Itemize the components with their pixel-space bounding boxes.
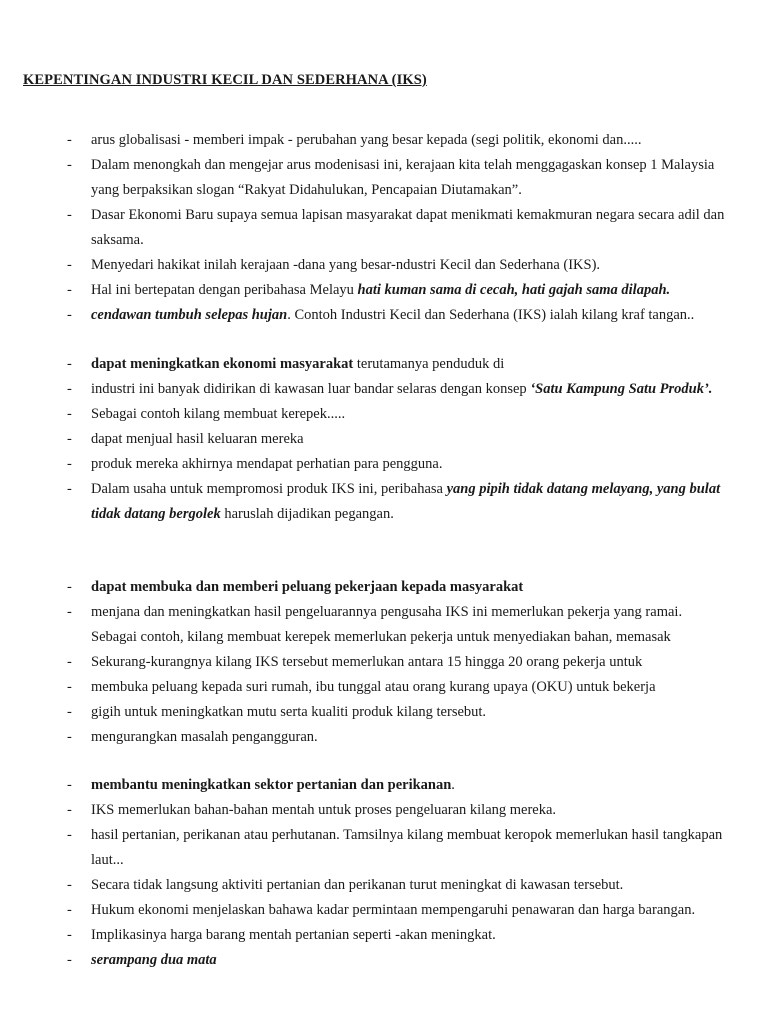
bullet-text (91, 773, 731, 798)
section-economy (0, 352, 768, 527)
body-text: . Contoh Industri Kecil dan Sederhana (IKS) ialah kilang kraf tangan.. (287, 307, 695, 323)
bullet-dash: - (67, 381, 72, 397)
bullet-dash: - (67, 307, 72, 323)
bullet-item (0, 823, 768, 873)
bullet-dash: - (67, 406, 72, 422)
body-text: haruslah dijadikan pegangan. (220, 506, 394, 522)
bullet-item (0, 948, 768, 973)
bullet-item (0, 898, 768, 923)
body-text: Dalam menongkah dan mengejar arus modenisasi ini, kerajaan kita telah menggagaskan konsep 1 Malaysia yang berpaksikan slogan “Rakyat Didahulukan, Pencapaian Diutamakan” (91, 157, 715, 198)
emphasis-text: cendawan tumbuh selepas hujan (91, 307, 288, 323)
bullet-dash: - (67, 456, 72, 472)
bullet-item (0, 600, 768, 650)
bullet-dash: - (67, 157, 72, 173)
emphasis-text: ‘Satu Kampung Satu Produk’. (530, 381, 713, 397)
bullet-text (91, 798, 731, 823)
bullet-item (0, 923, 768, 948)
body-text: . (451, 777, 455, 793)
bullet-item (0, 575, 768, 600)
bullet-item (0, 377, 768, 402)
bullet-text (91, 303, 731, 328)
bullet-text (91, 725, 731, 750)
bullet-text (91, 898, 731, 923)
bullet-text (91, 700, 731, 725)
bullet-dash: - (67, 356, 72, 372)
bullet-dash: - (67, 952, 72, 968)
emphasis-text: dapat membuka dan memberi peluang pekerjaan kepada masyarakat (91, 579, 524, 595)
body-text: membuka peluang kepada suri rumah, ibu tunggal atau orang kurang upaya (OKU) untuk bekerja (91, 679, 656, 695)
body-text: menjana dan meningkatkan hasil pengeluarannya pengusaha IKS ini memerlukan pekerja yang ramai. Sebagai contoh, kilang membuat kerepek memerlukan pekerja untuk menyediakan bahan, memasak (91, 604, 683, 645)
body-text: IKS memerlukan bahan-bahan mentah untuk proses pengeluaran kilang mereka. (91, 802, 557, 818)
body-text: Hukum ekonomi menjelaskan bahawa kadar permintaan mempengaruhi penawaran dan harga barangan. (91, 902, 696, 918)
bullet-text (91, 278, 731, 303)
bullet-item (0, 675, 768, 700)
bullet-dash: - (67, 481, 72, 497)
section-employment (0, 575, 768, 750)
bullet-item (0, 773, 768, 798)
body-text: Implikasinya harga barang mentah pertanian seperti -akan meningkat. (91, 927, 496, 943)
document-title: KEPENTINGAN INDUSTRI KECIL DAN SEDERHANA (IKS) (23, 72, 427, 88)
bullet-text (91, 650, 731, 675)
bullet-dash: - (67, 827, 72, 843)
bullet-dash: - (67, 579, 72, 595)
bullet-dash: - (67, 902, 72, 918)
bullet-item (0, 427, 768, 452)
section-globalisation (0, 128, 768, 328)
bullet-dash: - (67, 679, 72, 695)
bullet-item (0, 477, 768, 527)
bullet-dash: - (67, 704, 72, 720)
bullet-text (91, 575, 731, 600)
bullet-item (0, 452, 768, 477)
body-text: Dasar Ekonomi Baru supaya semua lapisan masyarakat dapat menikmati kemakmuran negara secara adil dan saksama. (91, 207, 725, 248)
bullet-item (0, 153, 768, 203)
bullet-item (0, 253, 768, 278)
body-text: hasil pertanian, perikanan atau perhutanan. Tamsilnya kilang membuat keropok memerlukan hasil tangkapan laut... (91, 827, 723, 868)
bullet-text (91, 600, 731, 650)
body-text: arus globalisasi - memberi impak - perubahan yang besar kepada (segi politik, ekonomi dan..... (91, 132, 642, 148)
body-text: industri ini banyak didirikan di kawasan luar bandar selaras dengan konsep (91, 381, 531, 397)
bullet-item (0, 278, 768, 303)
bullet-text (91, 923, 731, 948)
bullet-dash: - (67, 207, 72, 223)
bullet-dash: - (67, 729, 72, 745)
bullet-dash: - (67, 802, 72, 818)
bullet-text (91, 153, 731, 203)
bullet-text (91, 948, 731, 973)
bullet-text (91, 377, 731, 402)
bullet-text (91, 402, 731, 427)
bullet-text (91, 823, 731, 873)
bullet-text (91, 253, 731, 278)
bullet-text (91, 128, 731, 153)
body-text: Sekurang-kurangnya kilang IKS tersebut memerlukan antara 15 hingga 20 orang pekerja untuk (91, 654, 643, 670)
bullet-text (91, 427, 731, 452)
body-text: dapat menjual hasil keluaran mereka (91, 431, 304, 447)
section-agriculture (0, 773, 768, 973)
bullet-item (0, 725, 768, 750)
body-text: Dalam usaha untuk mempromosi produk IKS ini, peribahasa (91, 481, 447, 497)
emphasis-text: serampang dua mata (91, 952, 217, 968)
bullet-text (91, 477, 731, 527)
emphasis-text: hati kuman sama di cecah, hati gajah sama dilapah. (357, 282, 671, 298)
emphasis-text: yang pipih tidak datang melayang, yang bulat tidak datang bergolek (91, 481, 721, 522)
bullet-item (0, 402, 768, 427)
body-text: Secara tidak langsung aktiviti pertanian dan perikanan turut meningkat di kawasan tersebut. (91, 877, 624, 893)
bullet-dash: - (67, 257, 72, 273)
bullet-text (91, 873, 731, 898)
bullet-dash: - (67, 431, 72, 447)
bullet-dash: - (67, 654, 72, 670)
body-text: gigih untuk meningkatkan mutu serta kualiti produk kilang tersebut. (91, 704, 487, 720)
bullet-item (0, 650, 768, 675)
bullet-item (0, 303, 768, 328)
body-text: produk mereka akhirnya mendapat perhatian para pengguna. (91, 456, 443, 472)
bullet-item (0, 700, 768, 725)
bullet-dash: - (67, 877, 72, 893)
bullet-text (91, 675, 731, 700)
bullet-item (0, 128, 768, 153)
emphasis-text: membantu meningkatkan sektor pertanian dan perikanan (91, 777, 452, 793)
body-text: . (518, 182, 522, 198)
bullet-text (91, 203, 731, 253)
bullet-dash: - (67, 282, 72, 298)
bullet-item (0, 798, 768, 823)
bullet-item (0, 352, 768, 377)
body-text: mengurangkan masalah pengangguran. (91, 729, 318, 745)
emphasis-text: dapat meningkatkan ekonomi masyarakat (91, 356, 354, 372)
body-text: Sebagai contoh kilang membuat kerepek..... (91, 406, 346, 422)
bullet-dash: - (67, 132, 72, 148)
bullet-text (91, 352, 731, 377)
body-text: Menyedari hakikat inilah kerajaan -dana yang besar-ndustri Kecil dan Sederhana (IKS). (91, 257, 601, 273)
bullet-dash: - (67, 604, 72, 620)
bullet-text (91, 452, 731, 477)
body-text: Hal ini bertepatan dengan peribahasa Melayu (91, 282, 358, 298)
body-text: terutamanya penduduk di (353, 356, 505, 372)
bullet-dash: - (67, 927, 72, 943)
bullet-item (0, 873, 768, 898)
bullet-item (0, 203, 768, 253)
bullet-dash: - (67, 777, 72, 793)
